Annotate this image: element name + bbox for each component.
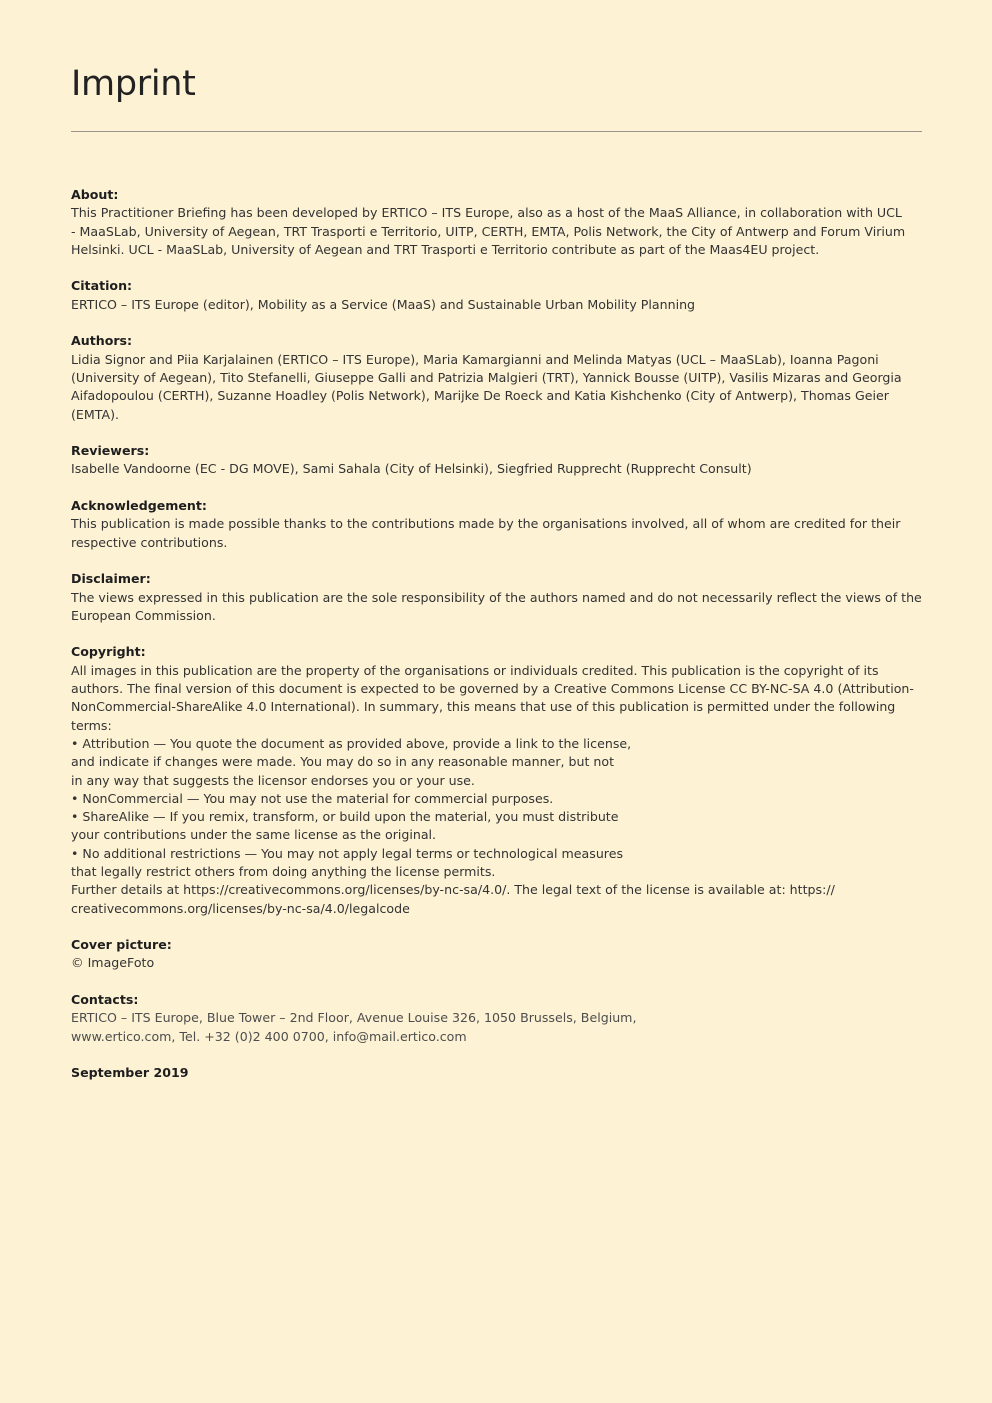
reviewers-heading: Reviewers:: [71, 443, 150, 459]
authors-section: [71, 332, 922, 423]
reviewers-section: [71, 442, 922, 479]
copyright-section: [71, 643, 922, 917]
authors-heading: Authors:: [71, 333, 133, 349]
copyright-text: All images in this publication are the property of the organisations or individuals credited. This publication is the copyright of its authors. The final version of this document is expected to be governed by a Creative Commons License CC BY-NC-SA 4.0 (Attribution- NonCommercial-ShareAlike 4.0 International). In summary, this means that use of this publication is permitted under the following terms: • Attribution — You quote the document as provided above, provide a link to the license, and indicate if changes were made. You may do so in any reasonable manner, but not in any way that suggests the licensor endorses you or your use. • NonCommercial — You may not use the material for commercial purposes. • ShareAlike — If you remix, transform, or build upon the material, you must distribute your contributions under the same license as the original. • No additional restrictions — You may not apply legal terms or technological measures that legally restrict others from doing anything the license permits. Further details at https://creativecommons.org/licenses/by-nc-sa/4.0/. The legal text of the license is available at: https:// creativecommons.org/licenses/by-nc-sa/4.0/legalcode: [71, 662, 914, 916]
date-section: [71, 1064, 922, 1082]
disclaimer-text: The views expressed in this publication are the sole responsibility of the authors named and do not necessarily reflect the views of the European Commission.: [71, 589, 922, 623]
about-section: [71, 186, 922, 259]
citation-heading: Citation:: [71, 278, 133, 294]
contacts-section: [71, 991, 922, 1046]
reviewers-text: Isabelle Vandoorne (EC - DG MOVE), Sami Sahala (City of Helsinki), Siegfried Rupprecht (Rupprecht Consult): [71, 461, 752, 477]
authors-text: Lidia Signor and Piia Karjalainen (ERTICO – ITS Europe), Maria Kamargianni and Melinda Matyas (UCL – MaaSLab), Ioanna Pagoni (University of Aegean), Tito Stefanelli, Giuseppe Galli and Patrizia Malgieri (TRT), Yannick Bousse (UITP), Vasilis Mizaras and Georgia Aifadopoulou (CERTH), Suzanne Hoadley (Polis Network), Marijke De Roeck and Katia Kishchenko (City of Antwerp), Thomas Geier (EMTA).: [71, 351, 902, 422]
acknowledgement-heading: Acknowledgement:: [71, 498, 207, 514]
about-heading: About:: [71, 187, 119, 202]
title-divider: [71, 131, 922, 132]
copyright-heading: Copyright:: [71, 644, 146, 660]
citation-section: [71, 277, 922, 314]
imprint-content: [71, 186, 922, 1101]
cover-picture-text: © ImageFoto: [71, 955, 155, 971]
acknowledgement-text: This publication is made possible thanks to the contributions made by the organisations involved, all of whom are credited for their respective contributions.: [71, 516, 901, 550]
cover-picture-section: [71, 936, 922, 973]
about-text: This Practitioner Briefing has been developed by ERTICO – ITS Europe, also as a host of the MaaS Alliance, in collaboration with UCL - MaaSLab, University of Aegean, TRT Trasporti e Territorio, UITP, CERTH, EMTA, Polis Network, the City of Antwerp and Forum Virium Helsinki. UCL - MaaSLab, University of Aegean and TRT Trasporti e Territorio contribute as part of the Maas4EU project.: [71, 205, 906, 257]
contacts-heading: Contacts:: [71, 992, 139, 1008]
disclaimer-heading: Disclaimer:: [71, 571, 151, 587]
acknowledgement-section: [71, 497, 922, 552]
publication-date: September 2019: [71, 1065, 189, 1081]
page-title: Imprint: [71, 64, 196, 104]
cover-picture-heading: Cover picture:: [71, 937, 172, 953]
disclaimer-section: [71, 570, 922, 625]
citation-text: ERTICO – ITS Europe (editor), Mobility as a Service (MaaS) and Sustainable Urban Mobility Planning: [71, 296, 696, 312]
contacts-text: ERTICO – ITS Europe, Blue Tower – 2nd Floor, Avenue Louise 326, 1050 Brussels, Belgium, www.ertico.com, Tel. +32 (0)2 400 0700, info@mail.ertico.com: [71, 1010, 637, 1044]
